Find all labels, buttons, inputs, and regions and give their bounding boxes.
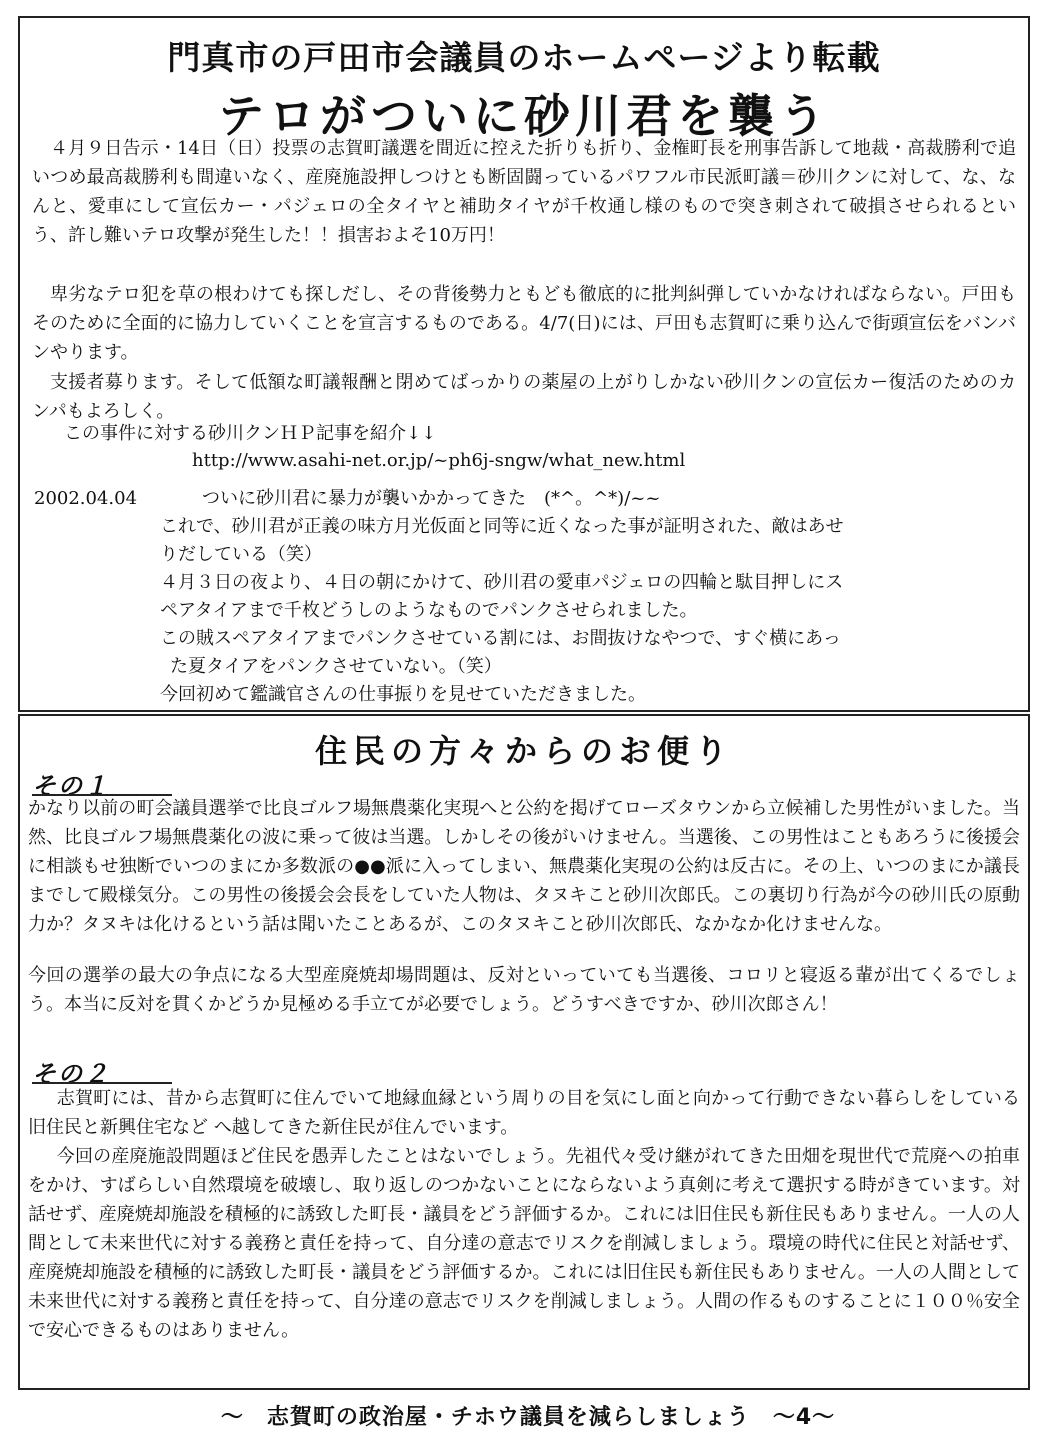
page-footer: ～ 志賀町の政治屋・チホウ議員を減らしましょう ～4～ xyxy=(220,1405,836,1430)
letter-1-text: かなり以前の町会議員選挙で比良ゴルフ場無農薬化実現へと公約を掲げてローズタウンから立候補した男性がいました。当然、比良ゴルフ場無農薬化の波に乗って彼は当選。しかしその後がいけません。当選後、この男性はこともあろうに後援会に相談もせ独断でいつのまにか多数派の●●派に入ってしまい、無農薬化実現の公約は反古に。その上、いつのまにか議長までして殿様気分。この男性の後援会会長をしていた人物は、タヌキこと砂川次郎氏。この裏切り行為が今の砂川氏の原動力か？タヌキは化けるという話は聞いたことあるが、このタヌキこと砂川次郎氏、なかなか化けませんな。 xyxy=(28,798,1020,935)
letter-2-text-a: 志賀町には、昔から志賀町に住んでいて地縁血縁という周りの目を気にし面と向かって行動できない暮らしをしている旧住民と新興住宅など へ越してきた新住民が住んでいます。 xyxy=(28,1088,1020,1138)
letters-title: 住民の方々からのお便り xyxy=(314,732,733,770)
quote-line-2b: ペアタイアまで千枚どうしのようなものでパンクさせられました。 xyxy=(160,600,698,621)
letter-1-text-b: 今回の選挙の最大の争点になる大型産廃焼却場問題は、反対といっていても当選後、コロリと寝返る輩が出てくるでしょう。本当に反対を貫くかどうか見極める手立てが必要でしょう。どうすべきですか、砂川次郎さん！ xyxy=(28,965,1020,1015)
quote-line-3b: た夏タイアをパンクさせていない。（笑） xyxy=(170,656,502,677)
article-intro: この事件に対する砂川クンＨＰ記事を紹介↓↓ xyxy=(64,423,437,444)
quote-title: ついに砂川君に暴力が襲いかかってきた (*^。^*)/~~ xyxy=(202,488,661,509)
article-paragraph-2: 卑劣なテロ犯を草の根わけても探しだし、その背後勢力ともども徹底的に批判糾弾していかなければならない。戸田もそのために全面的に協力していくことを宣言するものである。4/7(日)には、戸田も志賀町に乗り込んで街頭宣伝をバンバンやります。 xyxy=(32,284,1016,363)
article-title: テロがついに砂川君を襲う xyxy=(218,89,830,143)
letter-1-label: その１ xyxy=(32,772,110,800)
quote-line-1b: りだしている（笑） xyxy=(160,544,322,565)
quote-date: 2002.04.04 xyxy=(34,488,138,509)
letter-2-label: その２ xyxy=(32,1060,110,1088)
article-box xyxy=(18,16,1030,712)
article-paragraph-1: ４月９日告示・14日（日）投票の志賀町議選を間近に控えた折りも折り、金権町長を刑事告訴して地裁・高裁勝利で追いつめ最高裁勝利も間違いなく、産廃施設押しつけとも断固闘っているパワフル市民派町議＝砂川クンに対して、な、なんと、愛車にして宣伝カー・パジェロの全タイヤと補助タイヤが千枚通し様のもので突き刺されて破損させられるという、許し難いテロ攻撃が発生した！！損害およそ10万円！ xyxy=(32,138,1016,246)
quote-line-1a: これで、砂川君が正義の味方月光仮面と同等に近くなった事が証明された、敵はあせ xyxy=(160,516,844,537)
quote-line-2a: ４月３日の夜より、４日の朝にかけて、砂川君の愛車パジェロの四輪と駄目押しにス xyxy=(160,572,844,593)
letters-box xyxy=(18,714,1030,1390)
article-url-link[interactable]: http://www.asahi-net.or.jp/~ph6j-sngw/what_new.html xyxy=(192,450,686,471)
letter-2-text-b: 今回の産廃施設問題ほど住民を愚弄したことはないでしょう。先祖代々受け継がれてきた田畑を現世代で荒廃への拍車をかけ、すばらしい自然環境を破壊し、取り返しのつかないことにならないよう真剣に考えて選択する時がきています。対話せず、産廃焼却施設を積極的に誘致した町長・議員をどう評価するか。これには旧住民も新住民もありません。一人の人間として未来世代に対する義務と責任を持って、自分達の意志でリスクを削減しましょう。環境の時代に住民と対話せず、産廃焼却施設を積極的に誘致した町長・議員をどう評価するか。これには旧住民も新住民もありません。一人の人間として未来世代に対する義務と責任を持って、自分達の意志でリスクを削減しましょう。人間の作るものすることに１００％安全で安心できるものはありません。 xyxy=(28,1146,1020,1341)
article-paragraph-3: 支援者募ります。そして低額な町議報酬と閉めてばっかりの薬屋の上がりしかない砂川クンの宣伝カー復活のためのカンパもよろしく。 xyxy=(32,372,1016,422)
quote-line-4: 今回初めて鑑識官さんの仕事振りを見せていただきました。 xyxy=(160,684,646,705)
quote-line-3a: この賊スペアタイアまでパンクさせている割には、お間抜けなやつで、すぐ横にあっ xyxy=(160,628,841,649)
article-subtitle: 門真市の戸田市会議員のホームページより転載 xyxy=(167,38,881,77)
